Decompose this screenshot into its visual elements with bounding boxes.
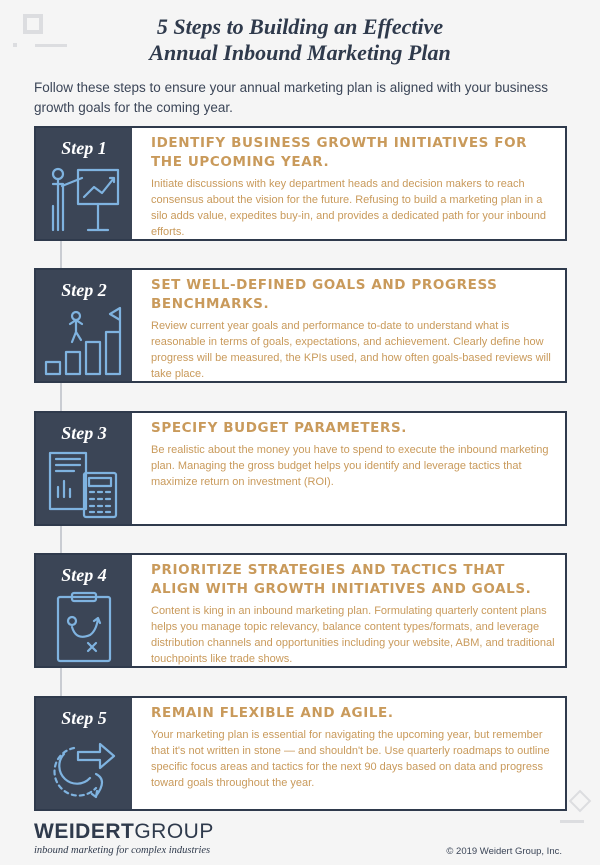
tagline: inbound marketing for complex industries [34,845,211,856]
step-body: Content is king in an inbound marketing plan. Formulating quarterly content plans helps you manage topic relevancy, balance content types/formats, and leverage distribution channels and opportunities including your website, ABM, and traditional touchpoints like trade shows. [151,605,555,665]
page-title [0,14,600,66]
climbing-stairs-flag-icon [44,306,124,378]
step-body: Be realistic about the money you have to spend to execute the inbound marketing plan. Managing the gross budget helps you identify and leverage tactics that maximize return on investment (ROI). [151,444,549,488]
step-body: Your marketing plan is essential for navigating the upcoming year, but remember that it's not written in stone — and shouldn't be. Use quarterly roadmaps to outline specific focus areas and tactics for the next 90 days based on data and progress toward goals throughout the year. [151,729,550,789]
step-content [132,555,565,666]
title-line-2: Annual Inbound Marketing Plan [149,40,451,65]
step-heading: SET WELL-DEFINED GOALS AND PROGRESS BENCHMARKS. [151,277,498,312]
step-badge [36,270,132,381]
step-card-5 [34,696,567,811]
step-content [132,128,565,239]
step-content [132,413,565,524]
step-badge [36,128,132,239]
step-heading: SPECIFY BUDGET PARAMETERS. [151,420,408,436]
step-card-4 [34,553,567,668]
step-label: Step 1 [61,138,107,158]
step-body: Initiate discussions with key department heads and decision makers to reach consensus about the vision for the future. Refusing to build a marketing plan in a silo adds value, expedites buy-in, and provides a dedicated path for your inbound efforts. [151,178,547,238]
sparkle-decoration [569,790,592,813]
step-badge [36,698,132,809]
step-heading: IDENTIFY BUSINESS GROWTH INITIATIVES FOR THE UPCOMING YEAR. [151,135,528,170]
step-badge [36,555,132,666]
corner-line-decoration [560,820,584,823]
step-body: Review current year goals and performance to-date to understand what is reasonable in terms of goals, expectations, and achievement. Clearly define how progress will be measured, the KPIs used, and how often goals-based reviews will take place. [151,320,551,380]
step-heading: REMAIN FLEXIBLE AND AGILE. [151,705,394,721]
step-content [132,698,565,809]
intro-text: Follow these steps to ensure your annual marketing plan is aligned with your business growth goals for the coming year. [34,80,549,115]
copyright: © 2019 Weidert Group, Inc. [446,846,562,857]
budget-calculator-icon [44,449,124,521]
flexible-arrows-icon [44,734,124,806]
strategy-clipboard-icon [44,591,124,663]
logo-word-1: WEIDERT [34,820,135,843]
step-content [132,270,565,381]
title-line-1: 5 Steps to Building an Effective [156,14,444,39]
weidert-group-logo [34,820,214,844]
step-label: Step 5 [61,708,107,728]
step-card-1 [34,126,567,241]
presenter-chart-icon [44,164,124,236]
step-card-3 [34,411,567,526]
step-heading: PRIORITIZE STRATEGIES AND TACTICS THAT ALIGN WITH GROWTH INITIATIVES AND GOALS. [151,562,532,597]
step-label: Step 3 [61,423,107,443]
step-label: Step 4 [61,565,107,585]
step-card-2 [34,268,567,383]
step-badge [36,413,132,524]
step-label: Step 2 [61,280,107,300]
logo-word-2: GROUP [134,820,214,843]
